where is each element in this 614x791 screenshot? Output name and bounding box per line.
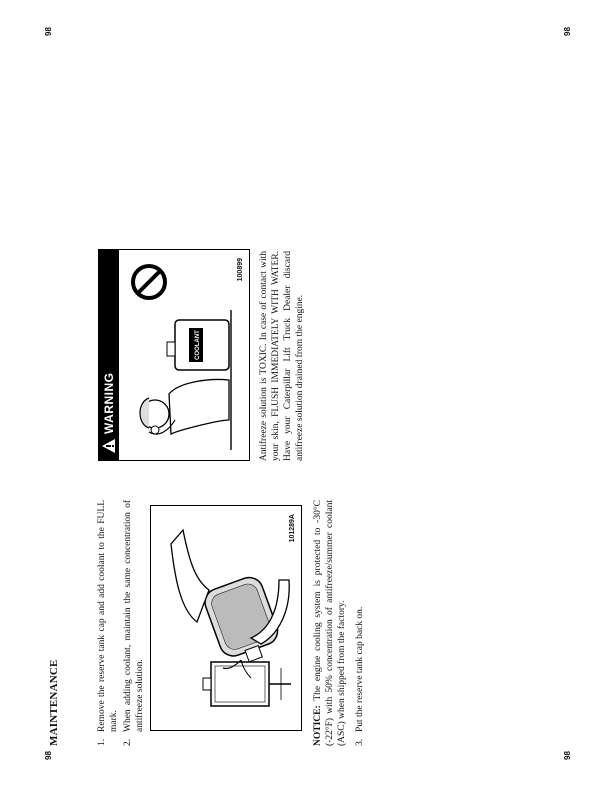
page-number-bottom-left: 98 [44,751,53,760]
step-1-number: 1. [97,738,107,746]
step-1 [96,500,120,746]
step-2-text: When adding coolant, maintain the same concentration of antifreeze solution. [123,500,145,732]
warning-figure-id: 100899 [237,258,244,282]
step-2-number: 2. [123,738,133,746]
steps-list [96,500,146,746]
coolant-container-label: COOLANT [195,330,201,360]
warning-text: Antifreeze solution is TOXIC. In case of contact with your skin, FLUSH IMMEDIATELY WITH WATER. Have your Caterpillar Lift Truck Dealer discard antifreeze solution drained from the engine. [259,251,305,461]
page-number-top-left: 98 [44,27,53,36]
section-heading: MAINTENANCE [48,659,60,746]
step-2 [122,500,146,746]
warning-triangle-icon [101,438,116,454]
step-3 [354,500,366,746]
coolant-fill-illustration [151,506,301,730]
warning-title: WARNING [102,372,116,434]
toxic-warning-illustration [119,250,249,460]
steps-column [96,500,148,746]
page-number-top-right: 98 [563,27,572,36]
notice-label: NOTICE: [313,705,323,746]
warning-banner [99,250,119,460]
figure-coolant-fill [150,505,302,731]
step-3-number: 3. [355,738,365,746]
notice-column [312,500,368,746]
page-number-bottom-right: 98 [563,751,572,760]
step-3-text: Put the reserve tank cap back on. [355,606,365,732]
step-1-text: Remove the reserve tank cap and add coolant to the FULL mark. [97,500,119,732]
figure-1-id: 101289A [289,514,296,543]
warning-box [98,249,250,461]
notice-paragraph [312,500,348,746]
notice-text: The engine cooling system is protected to -30°C (-22°F) with 50% concentration of antifreeze/summer coolant (ASC) when shipped from the factory. [313,500,347,746]
steps-list-continued [354,500,366,746]
